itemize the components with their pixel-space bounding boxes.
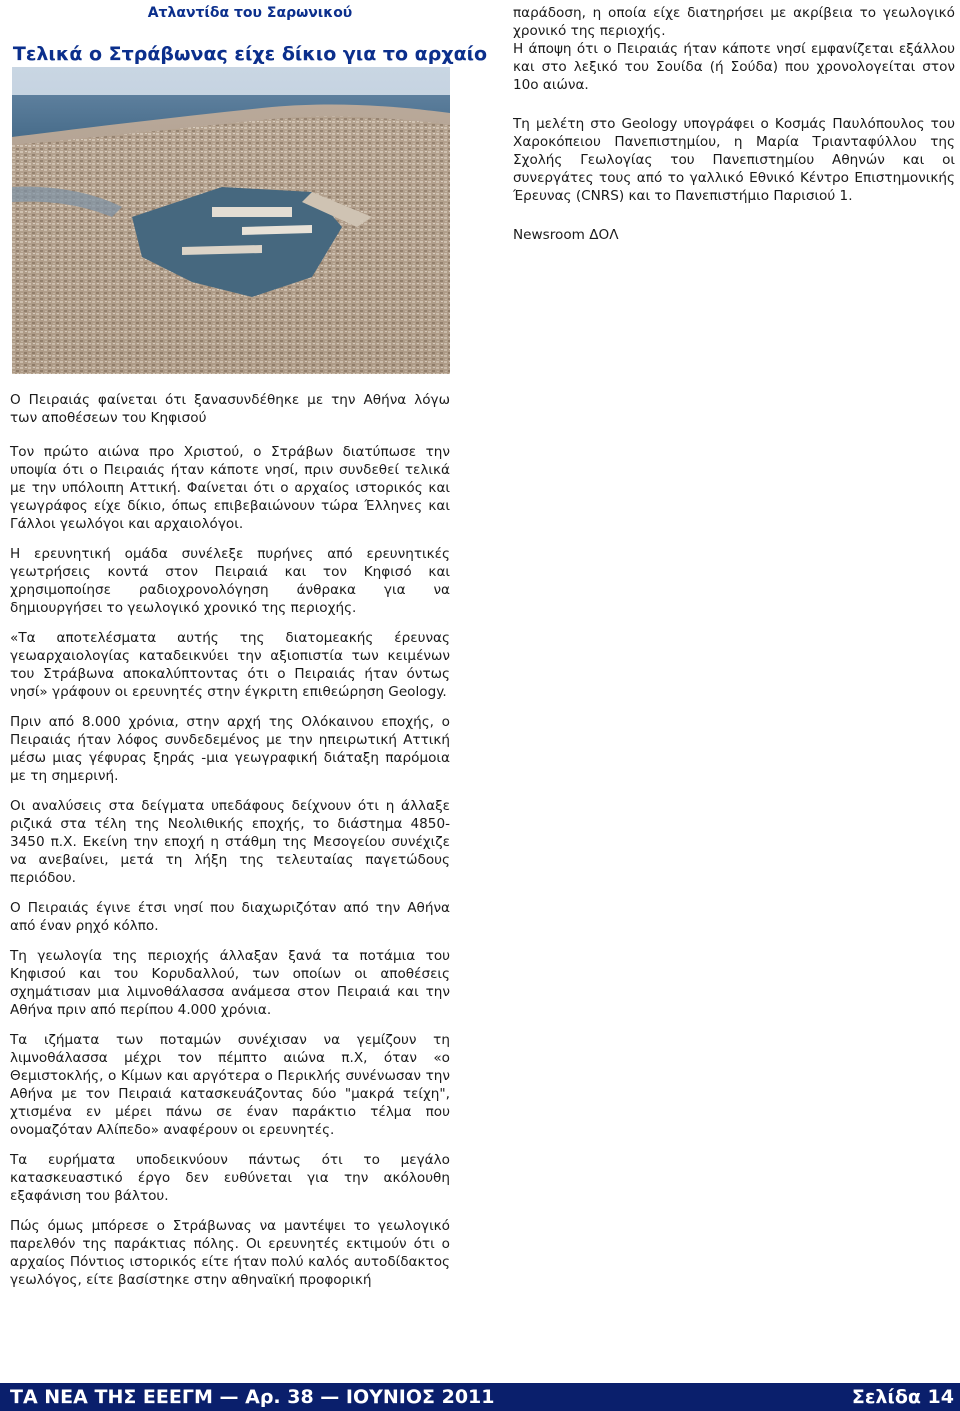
headline: Τελικά ο Στράβωνας είχε δίκιο για το αρχαίο <box>12 43 488 65</box>
paragraph: παράδοση, η οποία είχε διατηρήσει με ακρίβεια το γεωλογικό χρονικό της περιοχής. Η άποψη ότι ο Πειραιάς ήταν κάποτε νησί εμφανίζεται εξάλλου και στο λεξικό του Σουίδα (ή Σούδα) που χρονολογείται στον 10ο αιώνα. <box>513 5 955 93</box>
paragraph: Πώς όμως μπόρεσε ο Στράβωνας να μαντέψει το γεωλογικό παρελθόν της παράκτιας πόλης. Οι ερευνητές εκτιμούν ότι ο αρχαίος Πόντιος ιστορικός είτε ήταν πολύ καλός αυτοδίδακτος γεωλόγος, είτε βασίστηκε στην αθηναϊκή προφορική <box>10 1218 450 1288</box>
footer-issue: ΤΑ ΝΕΑ ΤΗΣ ΕΕΕΓΜ — Αρ. 38 — ΙΟΥΝΙΟΣ 2011 <box>10 1386 495 1408</box>
byline: Newsroom ΔΟΛ <box>513 227 619 243</box>
paragraph: Τη μελέτη στο Geology υπογράφει ο Κοσμάς Παυλόπουλος του Χαροκόπειου Πανεπιστημίου, η Μαρία Τριανταφύλλου της Σχολής Γεωλογίας του Πανεπιστημίου Αθηνών και οι συνεργάτες τους από το γαλλικό Εθνικό Κέντρο Επιστημονικής Έρευνας (CNRS) και το Πανεπιστήμιο Παρισιού 1. <box>513 116 955 204</box>
paragraph: Τα ευρήματα υποδεικνύουν πάντως ότι το μεγάλο κατασκευαστικό έργο δεν ευθύνεται για την ακόλουθη εξαφάνιση του βάλτου. <box>10 1152 450 1204</box>
paragraph: Οι αναλύσεις στα δείγματα υπεδάφους δείχνουν ότι η άλλαξε ριζικά στα τέλη της Νεολιθικής εποχής, το διάστημα 4850-3450 π.Χ. Εκείνη την εποχή η στάθμη της Μεσογείου συνέχιζε να ανεβαίνει, μετά τη λήξη της τελευταίας παγετώδους περιόδου. <box>10 798 450 886</box>
section-title: Ατλαντίδα του Σαρωνικού <box>147 5 353 21</box>
photo-caption: Ο Πειραιάς φαίνεται ότι ξανασυνδέθηκε με την Αθήνα λόγω των αποθέσεων του Κηφισού <box>10 392 450 426</box>
paragraph: Τη γεωλογία της περιοχής άλλαξαν ξανά τα ποτάμια του Κηφισού και του Κορυδαλλού, των οποίων οι αποθέσεις σχημάτισαν μια λιμνοθάλασσα ανάμεσα στον Πειραιά και την Αθήνα πριν από περίπου 4.000 χρόνια. <box>10 948 450 1018</box>
paragraph: Τον πρώτο αιώνα προ Χριστού, ο Στράβων διατύπωσε την υποψία ότι ο Πειραιάς ήταν κάποτε νησί, πριν συνδεθεί τελικά με την υπόλοιπη Αττική. Φαίνεται ότι ο αρχαίος ιστορικός και γεωγράφος είχε δίκιο, όπως επιβεβαιώνουν τώρα Έλληνες και Γάλλοι γεωλόγοι και αρχαιολόγοι. <box>10 444 450 532</box>
paragraph: Η ερευνητική ομάδα συνέλεξε πυρήνες από ερευνητικές γεωτρήσεις κοντά στον Πειραιά και τον Κηφισό και χρησιμοποίησε ραδιοχρονολόγηση άνθρακα για να δημιουργήσει το γεωλογικό χρονικό της περιοχής. <box>10 546 450 616</box>
piraeus-aerial-photo <box>12 67 450 374</box>
footer-bar <box>0 1383 960 1411</box>
page-number: Σελίδα 14 <box>851 1386 954 1408</box>
paragraph: Πριν από 8.000 χρόνια, στην αρχή της Ολόκαινου εποχής, ο Πειραιάς ήταν λόφος συνδεδεμένος με την ηπειρωτική Αττική μέσω μιας γέφυρας ξηράς -μια γεωγραφική διάταξη παρόμοια με τη σημερινή. <box>10 714 450 784</box>
paragraph: «Τα αποτελέσματα αυτής της διατομεακής έρευνας γεωαρχαιολογίας καταδεικνύει την αξιοπιστία των κειμένων του Στράβωνα αποκαλύπτοντας ότι ο Πειραιάς ήταν όντως νησί» γράφουν οι ερευνητές στην έγκριτη επιθεώρηση Geology. <box>10 630 450 700</box>
left-column-body <box>10 391 450 1301</box>
paragraph: Τα ιζήματα των ποταμών συνέχισαν να γεμίζουν τη λιμνοθάλασσα μέχρι τον πέμπτο αιώνα π.Χ, όταν «ο Θεμιστοκλής, ο Κίμων και αργότερα ο Περικλής συνένωσαν την Αθήνα με τον Πειραιά κατασκευάζοντας δύο "μακρά τείχη", χτισμένα εν μέρει πάνω σε έναν παράκτιο τέλμα που ονομαζόταν Αλίπεδο» αναφέρουν οι ερευνητές. <box>10 1032 450 1138</box>
right-column-body <box>513 4 955 265</box>
paragraph: Ο Πειραιάς έγινε έτσι νησί που διαχωριζόταν από την Αθήνα από έναν ρηχό κόλπο. <box>10 900 450 934</box>
